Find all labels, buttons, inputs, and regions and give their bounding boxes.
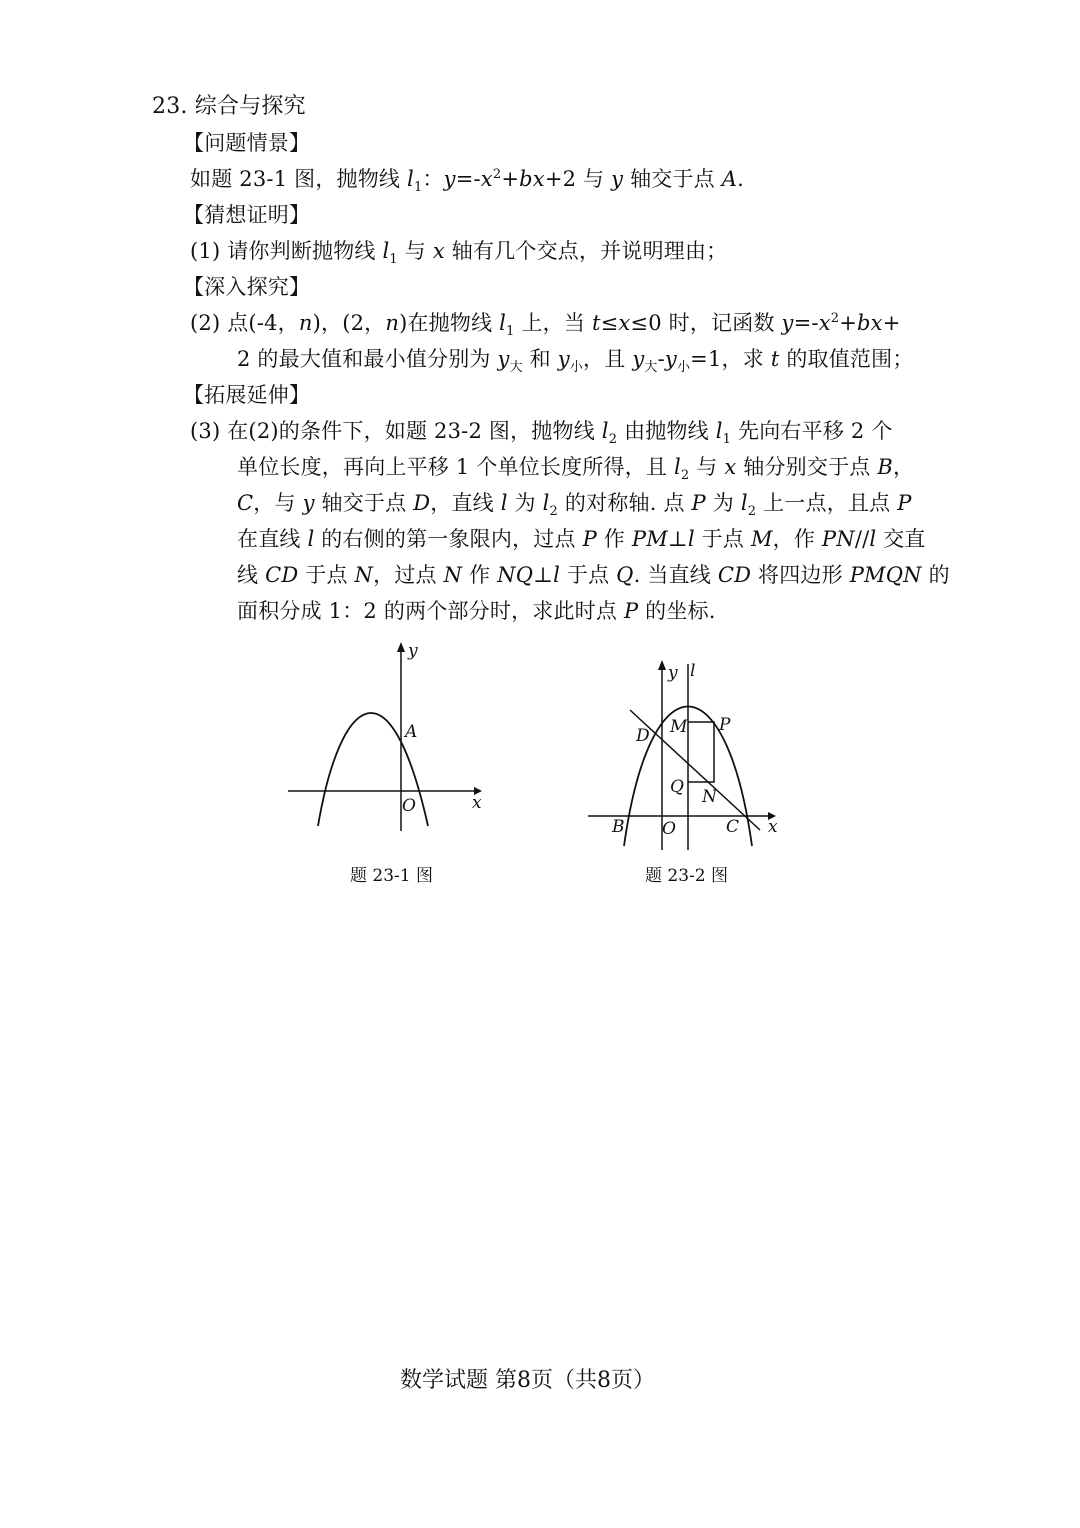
label-y: y	[408, 641, 418, 661]
label-O: O	[662, 819, 676, 839]
page-footer: 数学试题 第8页（共8页）	[400, 1368, 655, 1393]
figure-23-2	[580, 650, 800, 860]
section-extension: 【拓展延伸】	[183, 383, 311, 407]
question-2-line-1: (2) 点(-4，n)，(2，n)在抛物线 $l_1$ 上，当 t≤x≤0 时，记函数 $y=-x^2+bx+$	[190, 311, 901, 340]
label-l: l	[690, 661, 696, 681]
question-3-line-5: 线 CD 于点 N，过点 N 作 NQ⊥l 于点 Q. 当直线 CD 将四边形 PMQN 的	[237, 563, 950, 587]
section-conjecture: 【猜想证明】	[183, 203, 311, 227]
y-axis-arrow	[397, 642, 405, 652]
question-3-line-6: 面积分成 1：2 的两个部分时，求此时点 P 的坐标.	[237, 599, 716, 623]
figure-23-2-caption: 题 23-2 图	[645, 866, 728, 886]
label-N: N	[702, 787, 717, 807]
label-P: P	[719, 715, 731, 735]
question-1: (1) 请你判断抛物线 $l_1$ 与 x 轴有几个交点，并说明理由；	[190, 239, 728, 268]
question-2-line-2: 2 的最大值和最小值分别为 $y_大$ 和 $y_小$，且 $y_大-y_小=1$，求 t 的取值范围；	[237, 347, 914, 376]
section-problem-context: 【问题情景】	[183, 131, 311, 155]
y-axis-arrow	[658, 660, 666, 670]
label-x: x	[472, 793, 482, 813]
label-O: O	[402, 796, 416, 816]
question-3-line-3: C，与 y 轴交于点 D，直线 l 为 $l_2$ 的对称轴. 点 P 为 $l_2$ 上一点，且点 P	[237, 491, 912, 520]
problem-title: 23. 综合与探究	[152, 94, 306, 119]
label-A: A	[405, 722, 418, 742]
figure-23-1-caption: 题 23-1 图	[350, 866, 433, 886]
label-C: C	[726, 817, 740, 837]
figure-23-1	[280, 636, 500, 846]
label-y: y	[668, 663, 678, 683]
label-x: x	[768, 817, 778, 837]
question-3-line-2: 单位长度，再向上平移 1 个单位长度所得，且 $l_2$ 与 x 轴分别交于点 B，	[237, 455, 915, 484]
question-3-line-1: (3) 在(2)的条件下，如题 23-2 图，抛物线 $l_2$ 由抛物线 $l_1$ 先向右平移 2 个	[190, 419, 893, 448]
section-deep-explore: 【深入探究】	[183, 275, 311, 299]
label-M: M	[670, 717, 688, 737]
question-3-line-4: 在直线 l 的右侧的第一象限内，过点 P 作 PM⊥l 于点 M，作 PN//l 交直	[237, 527, 926, 551]
label-B: B	[612, 817, 625, 837]
quadrilateral-PMQN	[688, 722, 714, 782]
label-Q: Q	[670, 777, 684, 797]
label-D: D	[636, 726, 650, 746]
intro-line: 如题 23-1 图，抛物线 $l_1$：$y=-x^2+bx+2$ 与 y 轴交于点 A.	[190, 167, 745, 196]
